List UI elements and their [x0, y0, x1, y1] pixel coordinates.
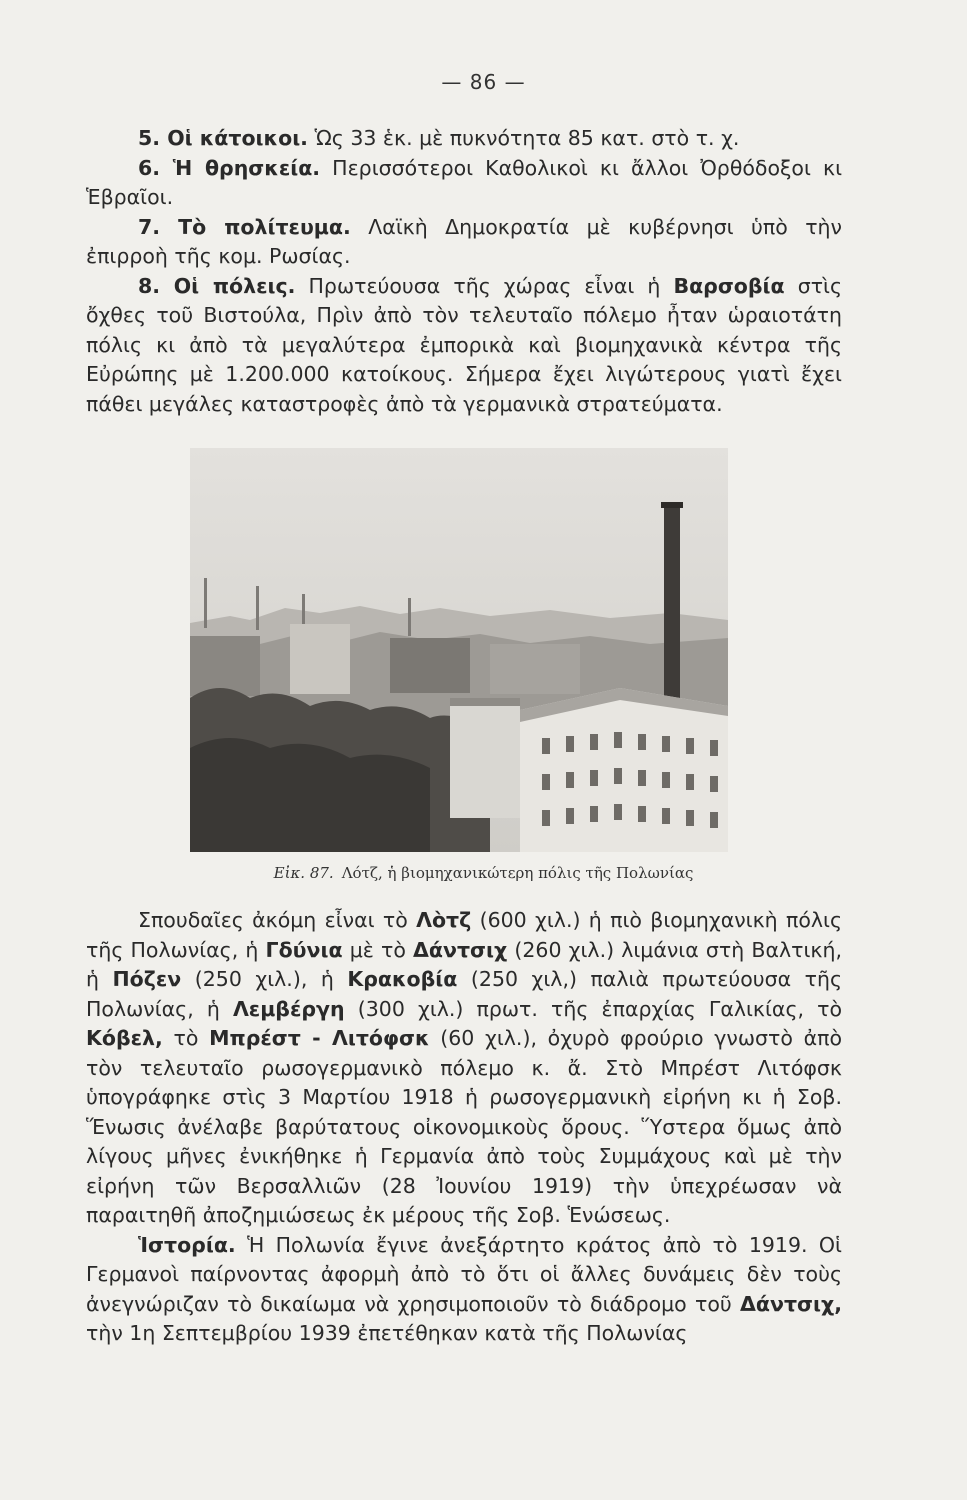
page-number: — 86 — — [441, 70, 526, 94]
figure-caption-text: Λότζ, ἡ βιομηχανικώτερη πόλις τῆς Πολωνίας — [341, 864, 694, 882]
section-label: 5. Οἱ κάτοικοι. — [138, 126, 308, 150]
city-name: Μπρέστ - Λιτόφσκ — [209, 1026, 430, 1050]
distant-chimney — [204, 578, 207, 628]
section-government — [86, 213, 842, 272]
paragraph-cities — [86, 906, 842, 1231]
city-name: Δάντσιχ, — [740, 1291, 842, 1316]
text-run: (60 χιλ.), ὀχυρὸ φρούριο γνωστὸ ἀπὸ τὸν τελευταῖο ρωσογερμανικὸ πόλεμο κ. ἄ. Στὸ Μπρέστ Λιτόφσκ ὑπογράφηκε στὶς 3 Μαρτίου 1918 ἡ ρωσογερμανικὴ εἰρήνη κι ἡ Σοβ. Ἕνωσις ἀνέλαβε βαρύτατους οἰκονομικοὺς ὅρους. Ὕστερα ὅμως ἀπὸ λίγους μῆνες ἐνικήθηκε ἡ Γερμανία ἀπὸ τοὺς Συμμάχους καὶ μὲ τὴν εἰρήνη τῶν Βερσαλλιῶν (28 Ἰουνίου 1919) τὴν ὑπεχρέωσαν νὰ παραιτηθῆ ἀποζημιώσεως ἐκ μέρους τῆς Σοβ. Ἑνώσεως. — [86, 1026, 842, 1227]
section-text: Λαϊκὴ Δημοκρατία μὲ κυβέρνησι ὑπὸ τὴν ἐπιρροὴ τῆς κομ. Ρωσίας. — [86, 214, 842, 268]
bottom-text-block — [86, 906, 842, 1349]
section-inhabitants — [86, 124, 842, 154]
city-name: Κρακοβία — [347, 967, 458, 991]
photo-illustration — [190, 448, 728, 852]
text-run: Ἡ Πολωνία ἔγινε ἀνεξάρτητο κράτος ἀπὸ τὸ 1919. Οἱ Γερμανοὶ παίρνοντας ἀφορμὴ ἀπὸ τὸ ὅτι οἱ ἄλλες δυνάμεις δὲν τοὺς ἀνεγνώριζαν τὸ δικαίωμα νὰ χρησιμοποιοῦν τὸ διάδρομο τοῦ — [86, 1232, 842, 1316]
text-run: (260 χιλ.) λιμάνια στὴ Βαλτική, ἡ — [86, 937, 842, 991]
text-run: (250 χιλ,) παλιὰ πρωτεύουσα τῆς Πολωνίας, ἡ — [86, 967, 843, 1021]
section-text: Ὡς 33 ἑκ. μὲ πυκνότητα 85 κατ. στὸ τ. χ. — [307, 126, 740, 150]
section-label: 6. Ἡ θρησκεία. — [138, 155, 321, 180]
top-text-block — [86, 124, 842, 419]
section-cities — [86, 272, 842, 420]
city-name: Κόβελ, — [86, 1026, 163, 1050]
figure-label: Εἰκ. 87. — [273, 864, 334, 882]
section-religion — [86, 154, 842, 213]
city-name: Γδύνια — [265, 937, 343, 962]
city-name: Λὸτζ — [416, 908, 472, 932]
city-name: Λεμβέργη — [232, 996, 345, 1021]
building-white — [450, 698, 520, 818]
text-run: τὴν 1η Σεπτεμβρίου 1939 ἐπετέθηκαν κατὰ τῆς Πολωνίας — [86, 1321, 688, 1345]
building — [290, 624, 350, 694]
city-name: Πόζεν — [112, 967, 182, 991]
factory-chimney — [664, 504, 680, 704]
text-run: Σπουδαῖες ἀκόμη εἶναι τὸ — [138, 908, 417, 932]
section-label: Ἱστορία. — [138, 1232, 236, 1257]
text-run: (300 χιλ.) πρωτ. τῆς ἐπαρχίας Γαλικίας, τὸ — [344, 996, 842, 1021]
figure-caption — [0, 864, 967, 882]
city-name: Δάντσιχ — [413, 937, 508, 962]
lodz-photo — [190, 448, 728, 852]
section-label: 8. Οἱ πόλεις. — [138, 273, 296, 298]
text-run: τὸ — [162, 1026, 210, 1050]
paragraph-history — [86, 1231, 842, 1349]
text-run: μὲ τὸ — [342, 937, 414, 962]
section-text: στὶς ὄχθες τοῦ Βιστούλα, Πρὶν ἀπὸ τὸν τελευταῖο πόλεμο ἦταν ὡραιοτάτη πόλις κι ἀπὸ τὰ μεγαλύτερα ἐμπορικὰ καὶ βιομηχανικὰ κέντρα τῆς Εὐρώπης μὲ 1.200.000 κατοίκους. Σήμερα ἔχει λιγώτερους γιατὶ ἔχει πάθει μεγάλες καταστροφὲς ἀπὸ τὰ γερμανικὰ στρατεύματα. — [86, 273, 843, 416]
building — [190, 636, 260, 696]
building — [490, 644, 580, 694]
text-run: (600 χιλ.) ἡ πιὸ βιομηχανικὴ πόλις τῆς Πολωνίας, ἡ — [86, 908, 842, 962]
section-text: Περισσότεροι Καθολικοὶ κι ἄλλοι Ὀρθόδοξοι κι Ἑβραῖοι. — [86, 155, 842, 209]
distant-chimney — [408, 598, 411, 636]
section-text: Πρωτεύουσα τῆς χώρας εἶναι ἡ — [295, 273, 674, 298]
building-roof — [450, 698, 520, 706]
section-label: 7. Τὸ πολίτευμα. — [138, 214, 351, 239]
text-run: (250 χιλ.), ἡ — [181, 967, 348, 991]
chimney-top — [661, 502, 683, 508]
city-name: Βαρσοβία — [673, 273, 785, 298]
distant-chimney — [256, 586, 259, 630]
building — [390, 638, 470, 693]
